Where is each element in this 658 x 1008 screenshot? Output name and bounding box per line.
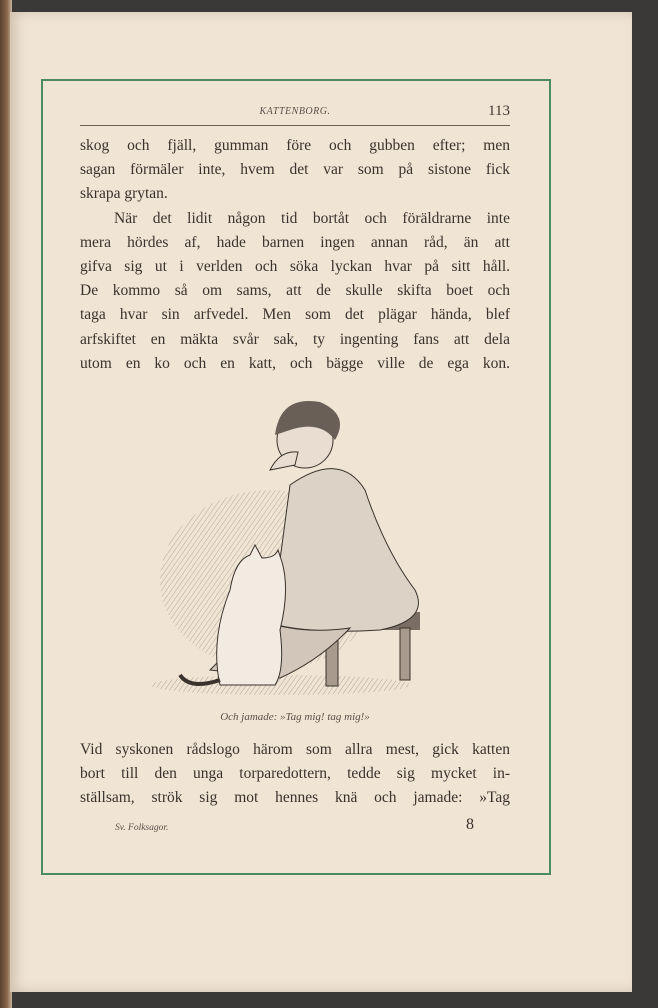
text-line: sagan förmäler inte, hvem det var som på sistone fick xyxy=(80,161,510,179)
illustration-girl-with-cat xyxy=(150,390,450,705)
paragraph-3 xyxy=(80,738,510,811)
text-line: arfskiftet en mäkta svår sak, ty ingenting fans att dela xyxy=(80,330,510,348)
paragraph-1 xyxy=(80,134,510,376)
text-line: utom en ko och en katt, och bägge ville de ega kon. xyxy=(80,354,510,372)
text-line: När det lidit någon tid bortåt och föräldrarne inte xyxy=(114,209,510,227)
text-line: ställsam, strök sig mot hennes knä och jamade: »Tag xyxy=(80,789,510,807)
running-header xyxy=(80,103,510,126)
text-line: gifva sig ut i verlden och söka lyckan hvar på sitt håll. xyxy=(80,258,510,276)
text-line: skog och fjäll, gumman före och gubben efter; men xyxy=(80,137,510,154)
text-line: skrapa grytan. xyxy=(80,185,168,203)
signature-line: Sv. Folksagor. xyxy=(115,823,169,833)
running-title: KATTENBORG. xyxy=(259,106,331,117)
text-line: Vid syskonen rådslogo härom som allra mest, gick katten xyxy=(80,741,510,758)
text-line: De kommo så om sams, att de skulle skifta boet och xyxy=(80,282,510,300)
signature-mark: 8 xyxy=(466,816,474,833)
text-line: bort till den unga torparedottern, tedde sig mycket in- xyxy=(80,765,510,783)
text-line: taga hvar sin arfvedel. Men som det plägar hända, blef xyxy=(80,306,510,324)
illustration-caption: Och jamade: »Tag mig! tag mig!» xyxy=(220,711,370,723)
page-number: 113 xyxy=(488,103,510,119)
text-line: mera hördes af, hade barnen ingen annan råd, än att xyxy=(80,233,510,251)
